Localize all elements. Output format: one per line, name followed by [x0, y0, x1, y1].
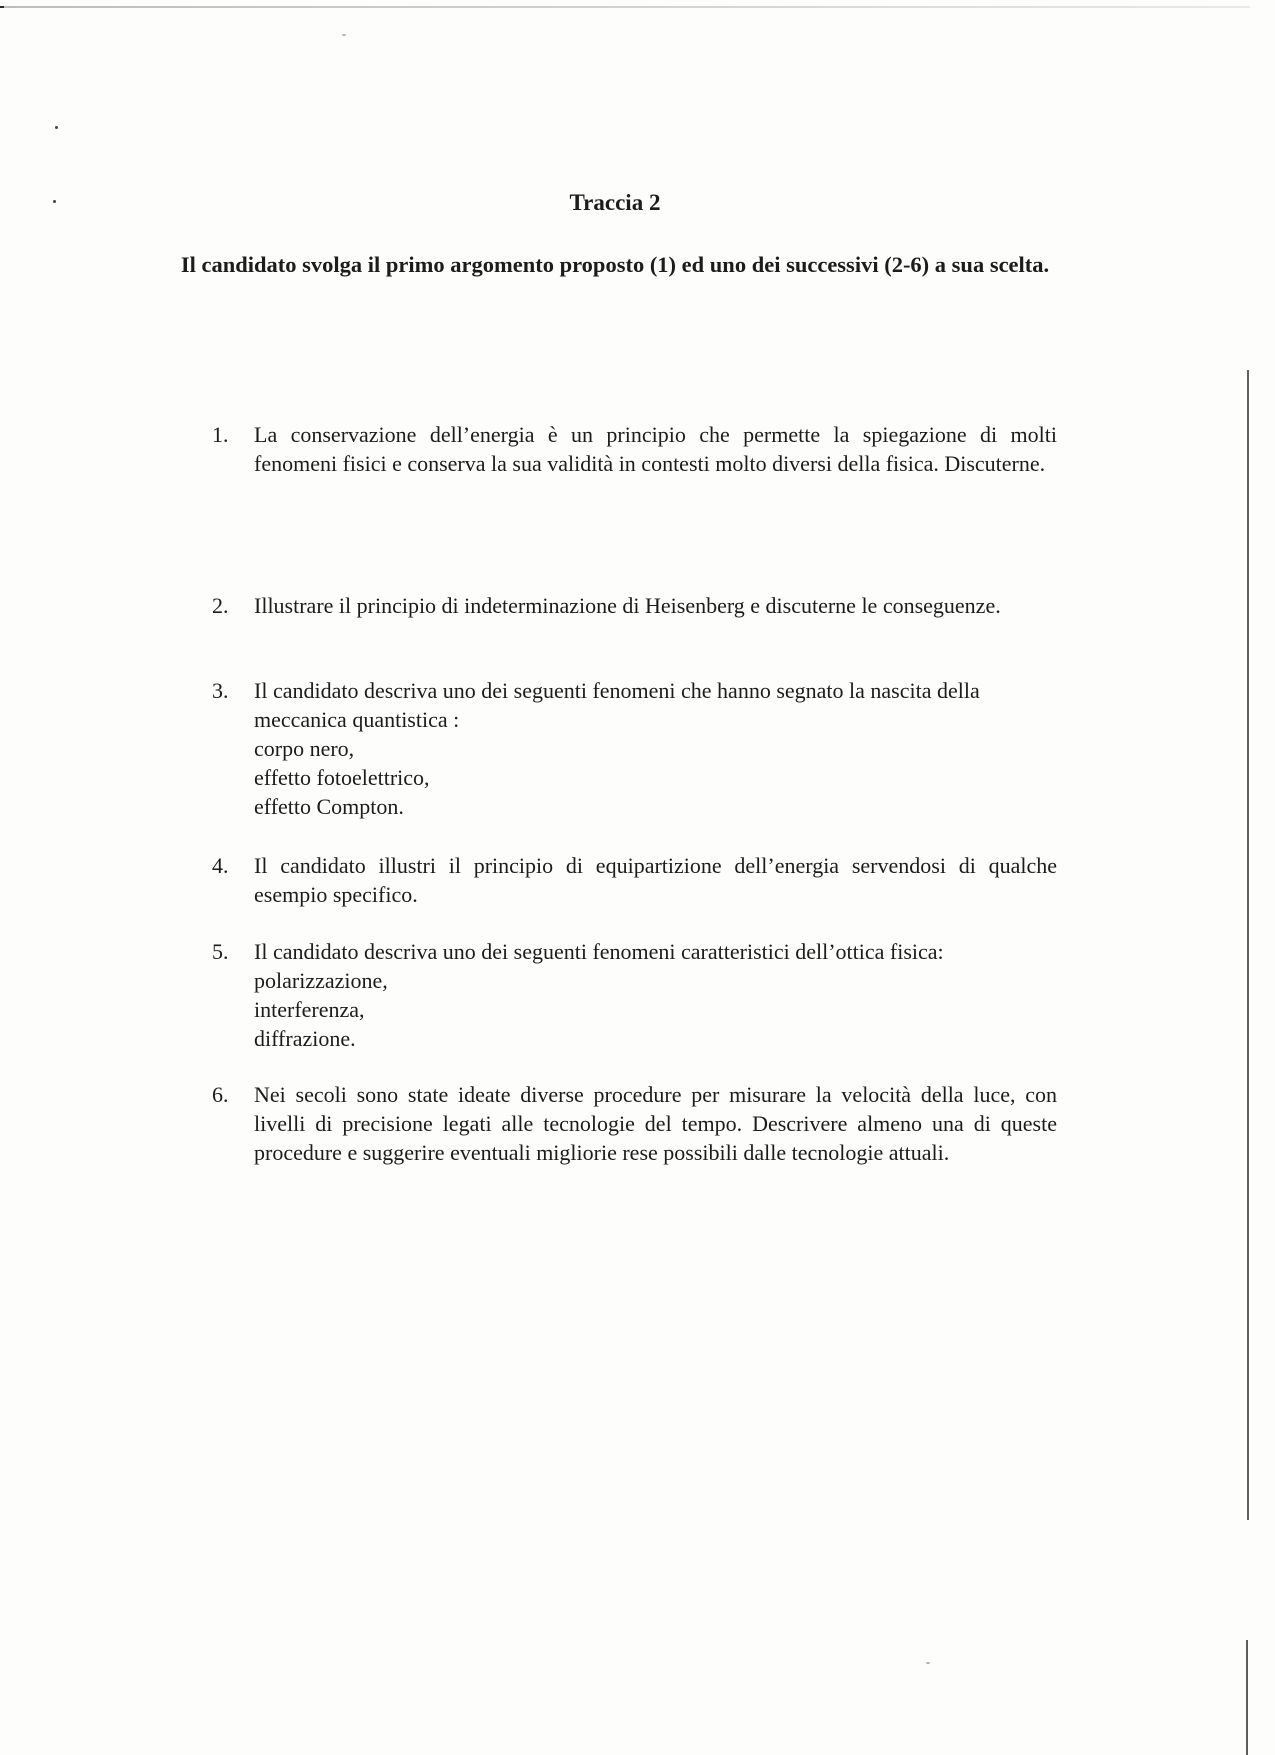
item-text: Il candidato descriva uno dei seguenti fenomeni che hanno segnato la nascita della meccanica quantistica : [254, 678, 980, 732]
list-item-3 [212, 676, 1057, 821]
subitem: interferenza, [254, 997, 365, 1022]
subitem: polarizzazione, [254, 968, 388, 993]
subitem: effetto Compton. [254, 794, 404, 819]
list-item-1 [212, 420, 1057, 478]
scan-speck [55, 126, 58, 129]
item-number: 5. [212, 939, 229, 964]
list-item-6 [212, 1080, 1057, 1167]
scan-edge-shadow [1247, 370, 1249, 1520]
item-text: Il candidato illustri il principio di equipartizione dell’energia servendosi di qualche esempio specifico. [254, 853, 1057, 907]
subitem: corpo nero, [254, 736, 355, 761]
item-number: 1. [212, 422, 229, 447]
item-text: Nei secoli sono state ideate diverse procedure per misurare la velocità della luce, con livelli di precisione legati alle tecnologie del tempo. Descrivere almeno una di queste procedure e suggerire eventuali migliorie rese possibili dalle tecnologie attuali. [254, 1082, 1057, 1165]
item-number: 3. [212, 678, 229, 703]
item-number: 4. [212, 853, 229, 878]
subitem: effetto fotoelettrico, [254, 765, 430, 790]
item-number: 2. [212, 593, 229, 618]
item-text: Il candidato descriva uno dei seguenti fenomeni caratteristici dell’ottica fisica: [254, 939, 944, 964]
list-item-4 [212, 851, 1057, 909]
exam-instruction: Il candidato svolga il primo argomento proposto (1) ed uno dei successivi (2-6) a sua scelta. [180, 252, 1050, 277]
subitem: diffrazione. [254, 1026, 356, 1051]
item-number: 6. [212, 1082, 229, 1107]
scan-edge-shadow-bottom [1246, 1640, 1248, 1755]
list-item-2 [212, 591, 1057, 620]
list-item-5 [212, 937, 1057, 1053]
item-text: Illustrare il principio di indeterminazione di Heisenberg e discuterne le conseguenze. [254, 593, 1001, 618]
item-text: La conservazione dell’energia è un principio che permette la spiegazione di molti fenomeni fisici e conserva la sua validità in contesti molto diversi della fisica. Discuterne. [254, 422, 1057, 476]
scan-speck [342, 34, 346, 36]
page-title: Traccia 2 [569, 190, 661, 215]
scan-edge-line [0, 6, 1250, 8]
scan-speck [926, 1662, 930, 1664]
